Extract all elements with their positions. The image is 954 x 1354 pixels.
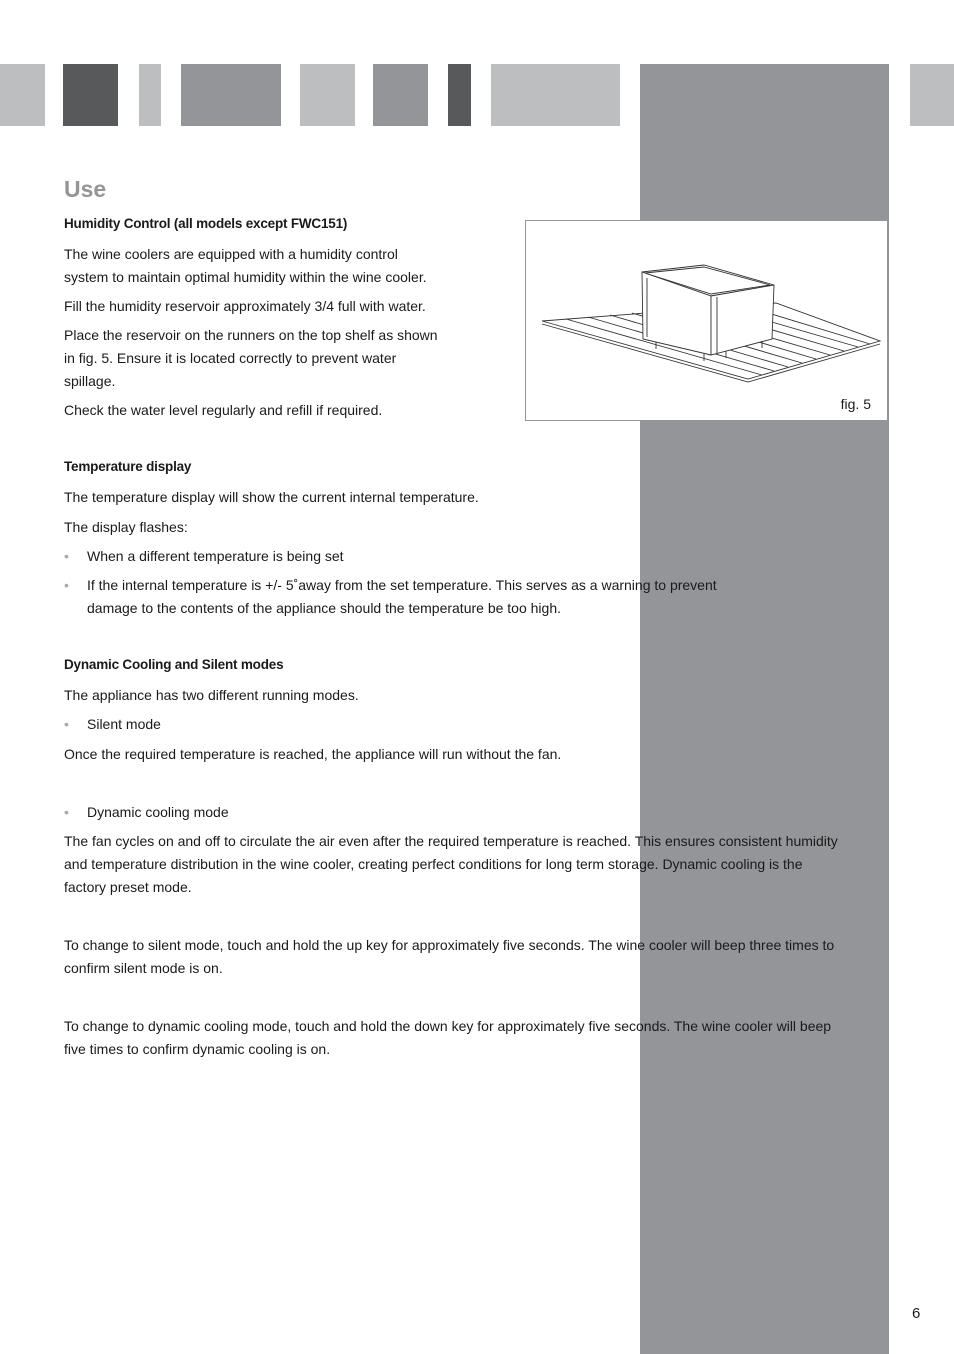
header-block [0,64,45,126]
bullet-item [64,801,624,824]
temperature-paragraph: The temperature display will show the current internal temperature. [64,489,479,505]
header-block [300,64,355,126]
temperature-paragraph: The display flashes: [64,519,188,535]
humidity-reservoir-illustration [526,221,886,419]
bullet-item [64,574,744,620]
header-block [63,64,118,126]
humidity-paragraph: Place the reservoir on the runners on the top shelf as shown in fig. 5. Ensure it is located correctly to prevent water spillage. [64,327,438,389]
bullet-item [64,713,624,736]
humidity-paragraph: Check the water level regularly and refill if required. [64,402,383,418]
modes-paragraph: Once the required temperature is reached, the appliance will run without the fan. [64,746,562,762]
bullet-text: Silent mode [87,716,161,732]
header-block [448,64,471,126]
bullet-item [64,545,744,568]
bullet-icon: • [64,804,69,820]
modes-heading: Dynamic Cooling and Silent modes [64,657,284,672]
humidity-heading: Humidity Control (all models except FWC151) [64,216,348,231]
humidity-paragraph: Fill the humidity reservoir approximately 3/4 full with water. [64,298,426,314]
bullet-text: Dynamic cooling mode [87,804,229,820]
humidity-paragraph: The wine coolers are equipped with a humidity control system to maintain optimal humidity within the wine cooler. [64,246,427,285]
page-number: 6 [912,1305,921,1322]
modes-paragraph: The appliance has two different running modes. [64,687,359,703]
figure-caption: fig. 5 [840,396,871,412]
figure-5 [525,220,888,421]
modes-paragraph: To change to silent mode, touch and hold the up key for approximately five seconds. The wine cooler will beep three times to confirm silent mode is on. [64,937,835,976]
header-block [910,64,954,126]
modes-paragraph: To change to dynamic cooling mode, touch and hold the down key for approximately five seconds. The wine cooler will beep five times to confirm dynamic cooling is on. [64,1018,832,1057]
bullet-icon: • [64,716,69,732]
bullet-icon: • [64,577,69,593]
bullet-text: If the internal temperature is +/- 5˚away from the set temperature. This serves as a warning to prevent damage to the contents of the appliance should the temperature be too high. [87,577,717,616]
bullet-text: When a different temperature is being set [87,548,344,564]
page-title: Use [64,176,107,202]
header-block [491,64,620,126]
header-block [181,64,281,126]
temperature-heading: Temperature display [64,459,192,474]
bullet-icon: • [64,548,69,564]
modes-paragraph: The fan cycles on and off to circulate the air even after the required temperature is reached. This ensures consistent humidity and temperature distribution in the wine cooler, creating perfect conditions for long term storage. Dynamic cooling is the factory preset mode. [64,833,838,895]
header-block [373,64,428,126]
header-block [139,64,161,126]
